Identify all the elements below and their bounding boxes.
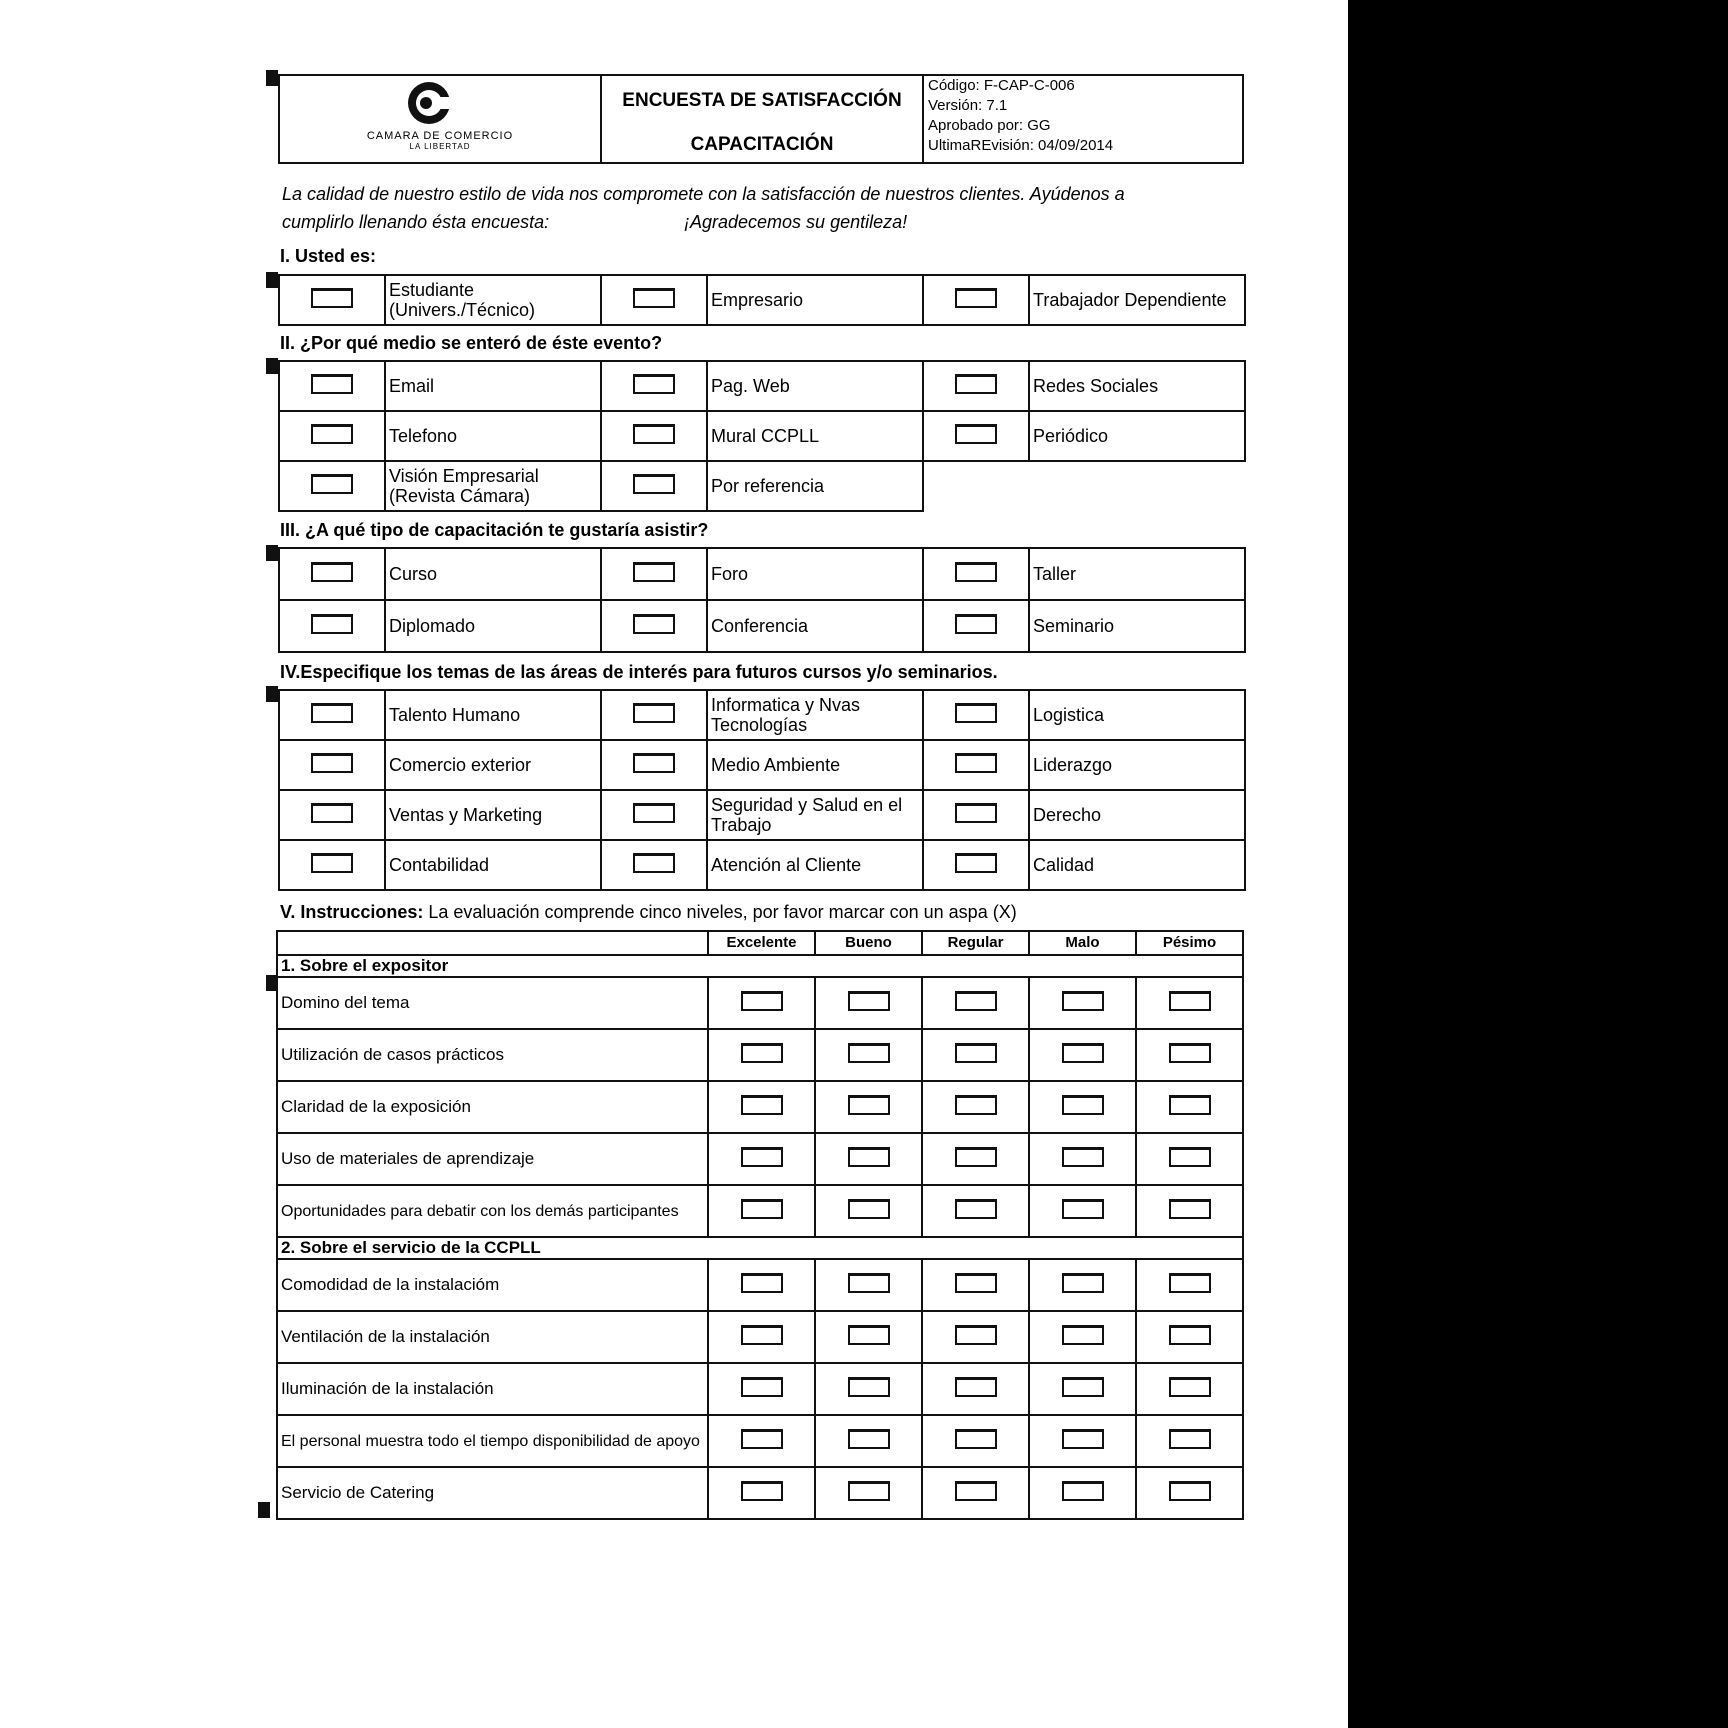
checkbox-cell[interactable] xyxy=(923,275,1029,325)
rating-checkbox[interactable] xyxy=(1169,1325,1211,1345)
rating-checkbox[interactable] xyxy=(955,1095,997,1115)
rating-checkbox[interactable] xyxy=(1062,1429,1104,1449)
rating-checkbox[interactable] xyxy=(1062,991,1104,1011)
checkbox[interactable] xyxy=(633,424,675,444)
option-label: Seminario xyxy=(1029,600,1245,652)
checkbox-cell[interactable] xyxy=(601,790,707,840)
option-label: Diplomado xyxy=(385,600,601,652)
intro-line-1: La calidad de nuestro estilo de vida nos compromete con la satisfacción de nuestros clientes. Ayúdenos a xyxy=(282,184,1125,204)
rating-cell[interactable] xyxy=(815,1467,922,1519)
rating-cell[interactable] xyxy=(815,1363,922,1415)
checkbox[interactable] xyxy=(633,288,675,308)
section-3-title: III. ¿A qué tipo de capacitación te gustaría asistir? xyxy=(280,520,709,540)
checkbox[interactable] xyxy=(955,562,997,582)
option-label: Curso xyxy=(385,548,601,600)
group-heading: 2. Sobre el servicio de la CCPLL xyxy=(277,1237,1243,1259)
checkbox[interactable] xyxy=(955,803,997,823)
section-5-title xyxy=(280,902,1017,923)
rating-cell[interactable] xyxy=(815,1415,922,1467)
rating-checkbox[interactable] xyxy=(955,1147,997,1167)
rating-checkbox[interactable] xyxy=(1169,1429,1211,1449)
registration-mark xyxy=(266,686,278,702)
rating-checkbox[interactable] xyxy=(1062,1147,1104,1167)
rating-checkbox[interactable] xyxy=(741,1325,783,1345)
rating-cell[interactable] xyxy=(708,1467,815,1519)
rating-checkbox[interactable] xyxy=(1169,1147,1211,1167)
criterion-label: Domino del tema xyxy=(277,977,708,1029)
checkbox[interactable] xyxy=(633,703,675,723)
rating-checkbox[interactable] xyxy=(1062,1273,1104,1293)
section-2-title: II. ¿Por qué medio se enteró de éste evento? xyxy=(280,333,663,353)
rating-cell[interactable] xyxy=(708,1185,815,1237)
rating-checkbox[interactable] xyxy=(848,1147,890,1167)
rating-checkbox[interactable] xyxy=(1062,1199,1104,1219)
checkbox[interactable] xyxy=(633,803,675,823)
checkbox-cell[interactable] xyxy=(601,600,707,652)
criterion-label: Servicio de Catering xyxy=(277,1467,708,1519)
rating-checkbox[interactable] xyxy=(955,1429,997,1449)
level-header-regular: Regular xyxy=(922,931,1029,955)
rating-cell[interactable] xyxy=(815,1133,922,1185)
registration-mark xyxy=(266,545,278,561)
level-header-malo: Malo xyxy=(1029,931,1136,955)
rating-checkbox[interactable] xyxy=(1169,1377,1211,1397)
rating-checkbox[interactable] xyxy=(848,1377,890,1397)
rating-cell[interactable] xyxy=(922,1467,1029,1519)
rating-checkbox[interactable] xyxy=(848,991,890,1011)
empty-cell xyxy=(1029,461,1245,511)
section-5-title-rest: La evaluación comprende cinco niveles, por favor marcar con un aspa (X) xyxy=(423,902,1017,922)
option-label: Medio Ambiente xyxy=(707,740,923,790)
rating-cell[interactable] xyxy=(1136,1311,1243,1363)
rating-checkbox[interactable] xyxy=(848,1199,890,1219)
rating-cell[interactable] xyxy=(1136,977,1243,1029)
rating-checkbox[interactable] xyxy=(848,1095,890,1115)
checkbox-cell[interactable] xyxy=(601,740,707,790)
rating-cell[interactable] xyxy=(1029,1363,1136,1415)
rating-checkbox[interactable] xyxy=(955,1273,997,1293)
checkbox-cell[interactable] xyxy=(601,275,707,325)
page-subtitle: CAPACITACIÓN xyxy=(690,134,834,155)
rating-checkbox[interactable] xyxy=(1062,1043,1104,1063)
rating-checkbox[interactable] xyxy=(955,1325,997,1345)
section-2-table xyxy=(278,360,1246,512)
rating-cell[interactable] xyxy=(1029,977,1136,1029)
option-label: Logistica xyxy=(1029,690,1245,740)
rating-cell[interactable] xyxy=(815,1029,922,1081)
rating-checkbox[interactable] xyxy=(1169,991,1211,1011)
document-meta xyxy=(928,76,1240,156)
rating-checkbox[interactable] xyxy=(1169,1273,1211,1293)
title-cell xyxy=(602,76,924,162)
rating-checkbox[interactable] xyxy=(741,1095,783,1115)
checkbox[interactable] xyxy=(311,753,353,773)
option-label: Periódico xyxy=(1029,411,1245,461)
rating-cell[interactable] xyxy=(922,1415,1029,1467)
rating-checkbox[interactable] xyxy=(741,1273,783,1293)
criterion-label: Claridad de la exposición xyxy=(277,1081,708,1133)
checkbox[interactable] xyxy=(311,703,353,723)
option-label: Atención al Cliente xyxy=(707,840,923,890)
rating-cell[interactable] xyxy=(815,1185,922,1237)
criterion-label: El personal muestra todo el tiempo disponibilidad de apoyo xyxy=(277,1415,708,1467)
rating-checkbox[interactable] xyxy=(1169,1043,1211,1063)
checkbox[interactable] xyxy=(955,853,997,873)
rating-cell[interactable] xyxy=(815,1081,922,1133)
checkbox[interactable] xyxy=(955,374,997,394)
checkbox-cell[interactable] xyxy=(601,361,707,411)
checkbox-cell[interactable] xyxy=(279,600,385,652)
option-label: Seguridad y Salud en el Trabajo xyxy=(707,790,923,840)
checkbox-cell[interactable] xyxy=(279,461,385,511)
rating-cell[interactable] xyxy=(1136,1259,1243,1311)
rating-checkbox[interactable] xyxy=(741,1199,783,1219)
rating-cell[interactable] xyxy=(1029,1259,1136,1311)
checkbox[interactable] xyxy=(955,703,997,723)
rating-checkbox[interactable] xyxy=(1169,1095,1211,1115)
rating-cell[interactable] xyxy=(708,1259,815,1311)
criterion-label: Utilización de casos prácticos xyxy=(277,1029,708,1081)
rating-cell[interactable] xyxy=(922,1259,1029,1311)
rating-checkbox[interactable] xyxy=(741,991,783,1011)
rating-cell[interactable] xyxy=(708,977,815,1029)
checkbox-cell[interactable] xyxy=(279,840,385,890)
rating-cell[interactable] xyxy=(1029,1415,1136,1467)
section-4-table xyxy=(278,689,1246,891)
rating-cell[interactable] xyxy=(708,1081,815,1133)
rating-cell[interactable] xyxy=(1136,1185,1243,1237)
rating-cell[interactable] xyxy=(1136,1363,1243,1415)
option-label: Foro xyxy=(707,548,923,600)
rating-checkbox[interactable] xyxy=(955,1481,997,1501)
checkbox-cell[interactable] xyxy=(923,548,1029,600)
checkbox-cell[interactable] xyxy=(279,411,385,461)
org-name: CAMARA DE COMERCIO xyxy=(366,130,514,142)
checkbox[interactable] xyxy=(955,753,997,773)
checkbox-cell[interactable] xyxy=(279,790,385,840)
rating-cell[interactable] xyxy=(708,1029,815,1081)
section-5-title-bold: V. Instrucciones: xyxy=(280,902,424,922)
rating-checkbox[interactable] xyxy=(848,1325,890,1345)
checkbox-cell[interactable] xyxy=(923,361,1029,411)
rating-cell[interactable] xyxy=(708,1363,815,1415)
option-label: Liderazgo xyxy=(1029,740,1245,790)
meta-revision: UltimaREvisión: 04/09/2014 xyxy=(928,137,1114,154)
checkbox[interactable] xyxy=(633,562,675,582)
rating-checkbox[interactable] xyxy=(1062,1377,1104,1397)
rating-cell[interactable] xyxy=(1029,1081,1136,1133)
rating-cell[interactable] xyxy=(922,1363,1029,1415)
option-label: Empresario xyxy=(707,275,923,325)
option-label: Ventas y Marketing xyxy=(385,790,601,840)
registration-mark xyxy=(266,358,278,374)
checkbox[interactable] xyxy=(633,474,675,494)
meta-code: Código: F-CAP-C-006 xyxy=(928,77,1075,94)
checkbox-cell[interactable] xyxy=(279,361,385,411)
rating-cell[interactable] xyxy=(708,1133,815,1185)
intro-line-2: cumplirlo llenando ésta encuesta: xyxy=(282,212,550,232)
checkbox-cell[interactable] xyxy=(923,600,1029,652)
checkbox-cell[interactable] xyxy=(923,840,1029,890)
evaluation-table xyxy=(276,930,1244,1520)
empty-cell xyxy=(923,461,1029,511)
checkbox[interactable] xyxy=(955,288,997,308)
option-label: Por referencia xyxy=(707,461,923,511)
section-1-table xyxy=(278,274,1246,326)
rating-cell[interactable] xyxy=(815,1259,922,1311)
logo-cell xyxy=(280,76,602,162)
rating-cell[interactable] xyxy=(1136,1415,1243,1467)
meta-approved: Aprobado por: GG xyxy=(928,117,1051,134)
option-label: Telefono xyxy=(385,411,601,461)
rating-checkbox[interactable] xyxy=(955,991,997,1011)
option-label: Calidad xyxy=(1029,840,1245,890)
rating-cell[interactable] xyxy=(815,1311,922,1363)
rating-cell[interactable] xyxy=(1136,1081,1243,1133)
rating-cell[interactable] xyxy=(1029,1311,1136,1363)
checkbox-cell[interactable] xyxy=(923,740,1029,790)
criterion-label: Uso de materiales de aprendizaje xyxy=(277,1133,708,1185)
rating-checkbox[interactable] xyxy=(848,1481,890,1501)
rating-checkbox[interactable] xyxy=(741,1481,783,1501)
rating-cell[interactable] xyxy=(922,1311,1029,1363)
checkbox[interactable] xyxy=(633,853,675,873)
checkbox[interactable] xyxy=(955,424,997,444)
rating-cell[interactable] xyxy=(922,977,1029,1029)
document-header xyxy=(278,74,1244,164)
checkbox-cell[interactable] xyxy=(601,840,707,890)
rating-checkbox[interactable] xyxy=(741,1429,783,1449)
checkbox-cell[interactable] xyxy=(279,275,385,325)
rating-cell[interactable] xyxy=(708,1311,815,1363)
option-label: Redes Sociales xyxy=(1029,361,1245,411)
checkbox[interactable] xyxy=(633,753,675,773)
checkbox[interactable] xyxy=(311,562,353,582)
rating-cell[interactable] xyxy=(1029,1133,1136,1185)
rating-checkbox[interactable] xyxy=(1062,1095,1104,1115)
rating-cell[interactable] xyxy=(1136,1029,1243,1081)
org-subname: LA LIBERTAD xyxy=(409,142,471,151)
checkbox[interactable] xyxy=(311,614,353,634)
rating-cell[interactable] xyxy=(1136,1467,1243,1519)
rating-checkbox[interactable] xyxy=(955,1043,997,1063)
registration-mark xyxy=(266,70,278,86)
section-1-title: I. Usted es: xyxy=(280,246,377,266)
rating-checkbox[interactable] xyxy=(741,1147,783,1167)
rating-cell[interactable] xyxy=(922,1133,1029,1185)
rating-checkbox[interactable] xyxy=(1169,1199,1211,1219)
intro-thanks: ¡Agradecemos su gentileza! xyxy=(684,212,908,232)
rating-cell[interactable] xyxy=(1029,1467,1136,1519)
checkbox[interactable] xyxy=(311,374,353,394)
checkbox-cell[interactable] xyxy=(923,690,1029,740)
rating-cell[interactable] xyxy=(922,1185,1029,1237)
rating-checkbox[interactable] xyxy=(1169,1481,1211,1501)
rating-checkbox[interactable] xyxy=(848,1429,890,1449)
criterion-label: Iluminación de la instalación xyxy=(277,1363,708,1415)
rating-cell[interactable] xyxy=(1029,1185,1136,1237)
checkbox-cell[interactable] xyxy=(601,690,707,740)
option-label: Taller xyxy=(1029,548,1245,600)
option-label: Contabilidad xyxy=(385,840,601,890)
level-header-pesimo: Pésimo xyxy=(1136,931,1243,955)
empty-header xyxy=(277,931,708,955)
checkbox[interactable] xyxy=(311,424,353,444)
option-label: Talento Humano xyxy=(385,690,601,740)
option-label: Visión Empresarial (Revista Cámara) xyxy=(385,461,601,511)
option-label: Conferencia xyxy=(707,600,923,652)
rating-checkbox[interactable] xyxy=(848,1043,890,1063)
meta-version: Versión: 7.1 xyxy=(928,97,1008,114)
rating-cell[interactable] xyxy=(922,1081,1029,1133)
checkbox-cell[interactable] xyxy=(601,461,707,511)
rating-checkbox[interactable] xyxy=(1062,1481,1104,1501)
option-label: Comercio exterior xyxy=(385,740,601,790)
rating-cell[interactable] xyxy=(815,977,922,1029)
rating-checkbox[interactable] xyxy=(955,1199,997,1219)
checkbox-cell[interactable] xyxy=(279,740,385,790)
checkbox-cell[interactable] xyxy=(279,690,385,740)
option-label: Mural CCPLL xyxy=(707,411,923,461)
option-label: Derecho xyxy=(1029,790,1245,840)
checkbox[interactable] xyxy=(955,614,997,634)
option-label: Email xyxy=(385,361,601,411)
rating-cell[interactable] xyxy=(922,1029,1029,1081)
rating-checkbox[interactable] xyxy=(741,1043,783,1063)
rating-checkbox[interactable] xyxy=(741,1377,783,1397)
option-label: Pag. Web xyxy=(707,361,923,411)
chamber-logo-icon xyxy=(404,80,454,126)
checkbox[interactable] xyxy=(633,614,675,634)
rating-cell[interactable] xyxy=(1029,1029,1136,1081)
registration-mark xyxy=(258,1502,270,1518)
checkbox[interactable] xyxy=(311,803,353,823)
checkbox-cell[interactable] xyxy=(923,411,1029,461)
rating-cell[interactable] xyxy=(708,1415,815,1467)
option-label: Estudiante (Univers./Técnico) xyxy=(385,275,601,325)
page-title: ENCUESTA DE SATISFACCIÓN xyxy=(622,90,902,111)
criterion-label: Oportunidades para debatir con los demás participantes xyxy=(277,1185,708,1237)
checkbox-cell[interactable] xyxy=(601,548,707,600)
checkbox[interactable] xyxy=(311,853,353,873)
checkbox[interactable] xyxy=(311,288,353,308)
section-3-table xyxy=(278,547,1246,653)
checkbox[interactable] xyxy=(633,374,675,394)
option-label: Trabajador Dependiente xyxy=(1029,275,1245,325)
rating-checkbox[interactable] xyxy=(848,1273,890,1293)
rating-checkbox[interactable] xyxy=(1062,1325,1104,1345)
section-4-title: IV.Especifique los temas de las áreas de interés para futuros cursos y/o seminarios. xyxy=(280,662,998,682)
criterion-label: Ventilación de la instalación xyxy=(277,1311,708,1363)
level-header-bueno: Bueno xyxy=(815,931,922,955)
checkbox-cell[interactable] xyxy=(279,548,385,600)
checkbox-cell[interactable] xyxy=(923,790,1029,840)
criterion-label: Comodidad de la instalacióm xyxy=(277,1259,708,1311)
group-heading: 1. Sobre el expositor xyxy=(277,955,1243,977)
level-header-excelente: Excelente xyxy=(708,931,815,955)
rating-cell[interactable] xyxy=(1136,1133,1243,1185)
checkbox-cell[interactable] xyxy=(601,411,707,461)
registration-mark xyxy=(266,272,278,288)
option-label: Informatica y Nvas Tecnologías xyxy=(707,690,923,740)
rating-checkbox[interactable] xyxy=(955,1377,997,1397)
checkbox[interactable] xyxy=(311,474,353,494)
